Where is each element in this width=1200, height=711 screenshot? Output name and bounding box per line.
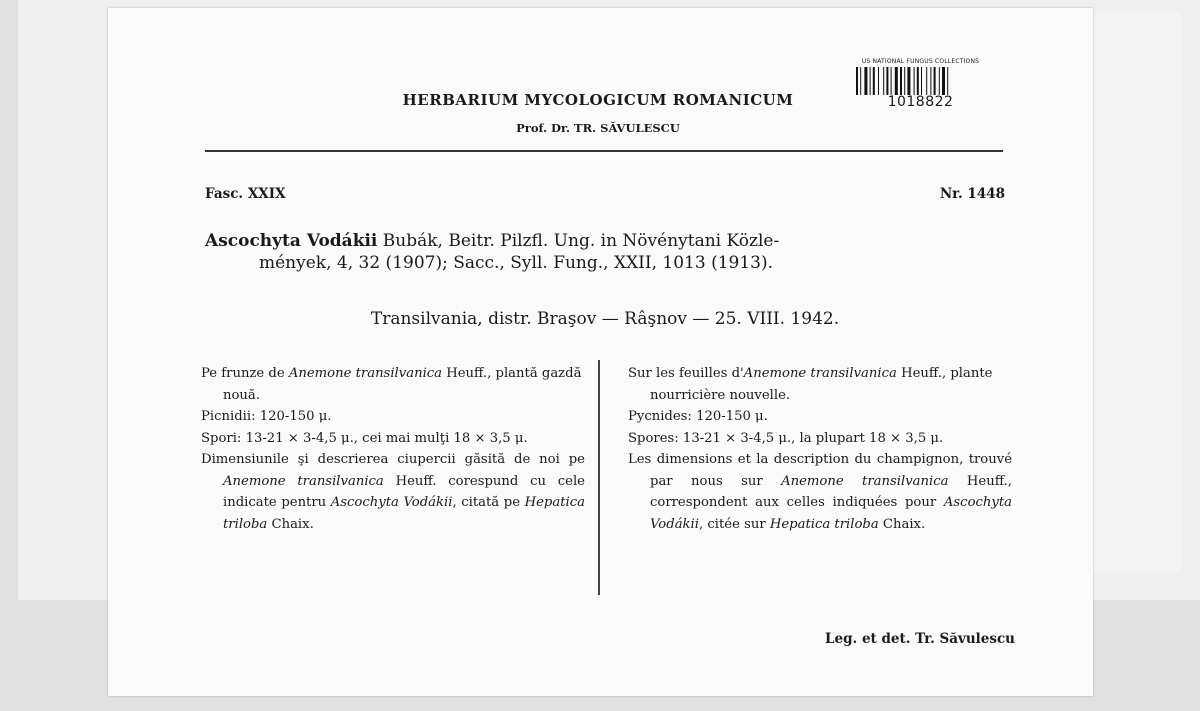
species-citation <box>205 230 1005 274</box>
herbarium-director: Prof. Dr. TR. SĂVULESCU <box>516 121 680 135</box>
barcode-icon <box>855 67 987 95</box>
pycnidia-size: Picnidii: 120-150 μ. <box>201 409 332 424</box>
barcode-bar <box>930 67 931 95</box>
barcode-bar <box>878 67 879 95</box>
pycnidia-size: Pycnides: 120-150 μ. <box>628 409 768 424</box>
barcode-bar <box>913 67 914 95</box>
barcode-bar <box>947 67 948 95</box>
barcode-bar <box>926 67 927 95</box>
barcode-caption: US NATIONAL FUNGUS COLLECTIONS <box>861 58 980 65</box>
barcode-bar <box>938 67 939 95</box>
host-note: Pe frunze de Anemone transilvanica Heuff., plantă gazdă nouă. <box>201 366 582 403</box>
barcode-bar <box>890 67 891 95</box>
comparison-note: Les dimensions et la description du champignon, trouvé par nous sur Anemone transilvanica Heuff., correspondent aux celles indiquées pour Ascochyta Vodákii, citée sur Hepatica triloba Chaix. <box>628 452 1012 532</box>
barcode-bar <box>907 67 910 95</box>
barcode-bar <box>921 67 922 95</box>
romanian-description <box>201 363 585 535</box>
header-rule <box>205 150 1003 152</box>
barcode-bar <box>864 67 867 95</box>
sheet-edge <box>1085 12 1181 572</box>
barcode-bar <box>904 67 905 95</box>
french-description <box>628 363 1012 535</box>
herbarium-title: HERBARIUM MYCOLOGICUM ROMANICUM <box>402 91 794 109</box>
spore-size: Spori: 13-21 × 3-4,5 μ., cei mai mulţi 18 × 3,5 μ. <box>201 430 528 446</box>
barcode-number: 1018822 <box>887 94 954 110</box>
barcode-bar <box>933 67 935 95</box>
barcode-bar <box>900 67 902 95</box>
barcode-bar <box>869 67 870 95</box>
barcode-bar <box>860 67 861 95</box>
comparison-note: Dimensiunile şi descrierea ciupercii găsită de noi pe Anemone transilvanica Heuff. corespund cu cele indicate pentru Ascochyta Vodákii, citată pe Hepatica triloba Chaix. <box>201 452 585 532</box>
column-divider <box>598 360 600 595</box>
fascicle-label: Fasc. XXIX <box>205 186 286 202</box>
host-note: Sur les feuilles d'Anemone transilvanica Heuff., plante nourricière nouvelle. <box>628 366 993 403</box>
barcode-bar <box>856 67 858 95</box>
barcode-bar <box>883 67 884 95</box>
barcode-bar <box>886 67 888 95</box>
barcode-bar <box>872 67 874 95</box>
locality: Transilvania, distr. Braşov — Râşnov — 25. VIII. 1942. <box>370 309 840 329</box>
collector-signature: Leg. et det. Tr. Săvulescu <box>825 631 1015 647</box>
citation-line-2: mények, 4, 32 (1907); Sacc., Syll. Fung., XXII, 1013 (1913). <box>259 253 774 273</box>
specimen-label <box>108 8 1093 696</box>
barcode-bar <box>942 67 945 95</box>
citation-line-1: Bubák, Beitr. Pilzfl. Ung. in Növénytani Közle- <box>377 231 780 251</box>
exsiccata-number: Nr. 1448 <box>939 186 1005 202</box>
barcode-block <box>848 58 993 110</box>
spore-size: Spores: 13-21 × 3-4,5 μ., la plupart 18 × 3,5 μ. <box>628 430 944 446</box>
barcode-bar <box>916 67 918 95</box>
barcode-bar <box>894 67 897 95</box>
species-name: Ascochyta Vodákii <box>205 231 378 251</box>
